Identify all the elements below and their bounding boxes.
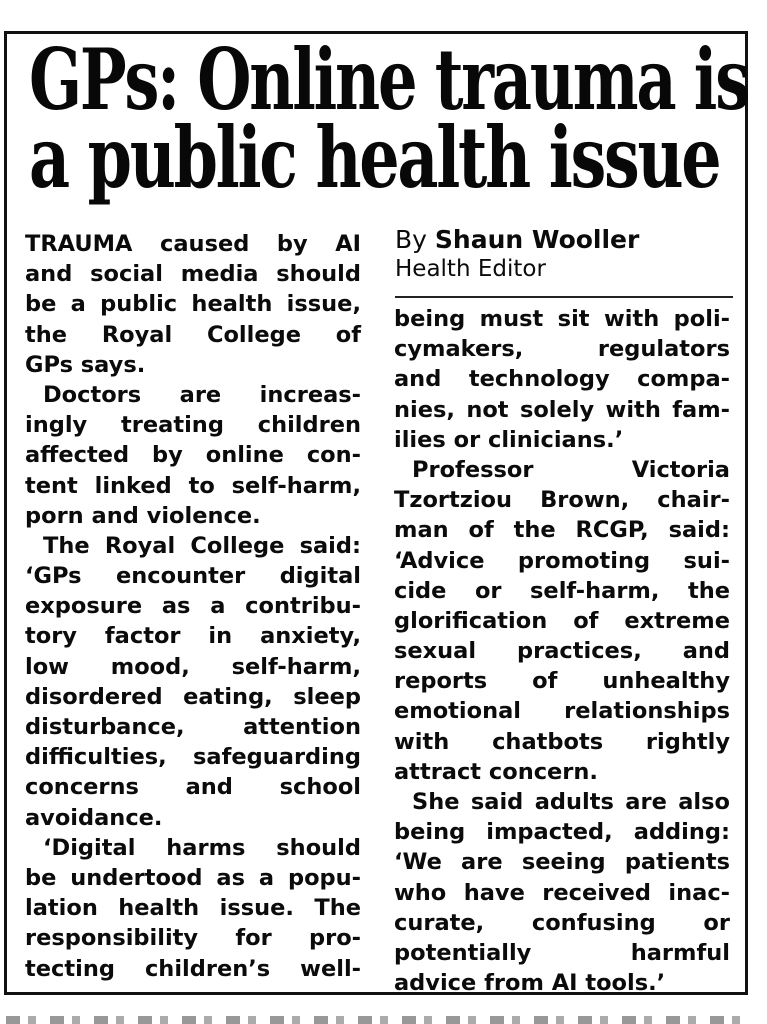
article-text-line: be undertood as a popu- [25, 864, 361, 891]
article-text-line: ‘Digital harms should [43, 834, 361, 861]
byline-role: Health Editor [395, 256, 546, 282]
article-text-line: tent linked to self-harm, [25, 472, 361, 499]
article-text-line: The Royal College said: [43, 532, 361, 559]
headline-line-1: GPs: Online trauma is [29, 30, 748, 129]
article-text-line: tory factor in anxiety, [25, 623, 361, 650]
article-text-line: ‘We are seeing patients [394, 849, 730, 876]
byline [395, 225, 731, 283]
article-text-line: who have received inac- [394, 879, 730, 906]
article-text-line: responsibility for pro- [25, 925, 361, 952]
article-text-line: She said adults are also [412, 789, 730, 815]
article-text-line: being impacted, adding: [394, 819, 730, 846]
article-box [4, 31, 748, 995]
byline-divider [395, 296, 733, 298]
article-text-line: cide or self-harm, the [394, 577, 730, 604]
article-text-line: difficulties, safeguarding [25, 744, 361, 771]
article-text-line: be a public health issue, [25, 291, 361, 318]
article-text-line: curate, confusing or [394, 909, 730, 936]
article-text-line: and social media should [25, 261, 361, 288]
article-text-line: ingly treating children [25, 412, 361, 439]
article-text-line: avoidance. [25, 804, 163, 831]
article-text-line: low mood, self-harm, [25, 653, 361, 680]
article-text-line: ‘Advice promoting sui- [394, 547, 730, 574]
headline-line-2: a public health issue [29, 108, 720, 207]
article-text-line: nies, not solely with fam- [394, 396, 730, 423]
article-text-line: potentially harmful [394, 939, 730, 966]
cropped-next-article-text [0, 1016, 767, 1024]
cropped-text-fragment [6, 1016, 746, 1024]
article-text-line: tecting children’s well- [25, 955, 361, 982]
right-column [394, 304, 730, 998]
article-text-line: affected by online con- [25, 442, 361, 469]
article-text-line: disturbance, attention [25, 714, 361, 740]
article-text-line: ilies or clinicians.’ [394, 426, 624, 453]
article-text-line: GPs says. [25, 351, 146, 378]
article-text-line: lation health issue. The [25, 895, 361, 922]
article-text-line: attract concern. [394, 758, 598, 785]
article-text-line: reports of unhealthy [394, 668, 730, 695]
article-text-line: TRAUMA caused by AI [25, 231, 361, 257]
article-text-line: Doctors are increas- [43, 381, 361, 408]
article-text-line: glorification of extreme [394, 607, 730, 634]
article-text-line: being must sit with poli- [394, 306, 730, 332]
article-text-line: with chatbots rightly [394, 728, 730, 755]
article-text-line: porn and violence. [25, 502, 261, 529]
article-text-line: cymakers, regulators [394, 336, 730, 363]
byline-author-line [395, 225, 731, 255]
byline-prefix: By [395, 225, 427, 254]
article-text-line: the Royal College of [25, 321, 361, 348]
article-text-line: disordered eating, sleep [25, 683, 361, 710]
article-text-line: and technology compa- [394, 366, 730, 393]
article-text-line: man of the RCGP, said: [394, 517, 730, 544]
article-text-line: sexual practices, and [394, 638, 730, 665]
article-text-line: Professor Victoria [412, 456, 730, 483]
article-text-line: emotional relationships [394, 698, 730, 725]
article-text-line: exposure as a contribu- [25, 593, 361, 620]
article-text-line: Tzortziou Brown, chair- [394, 487, 730, 514]
article-text-line: advice from AI tools.’ [394, 970, 666, 997]
left-column [25, 229, 361, 984]
byline-author: Shaun Wooller [434, 225, 640, 254]
article-text-line: concerns and school [25, 774, 361, 801]
article-text-line: ‘GPs encounter digital [25, 563, 361, 590]
